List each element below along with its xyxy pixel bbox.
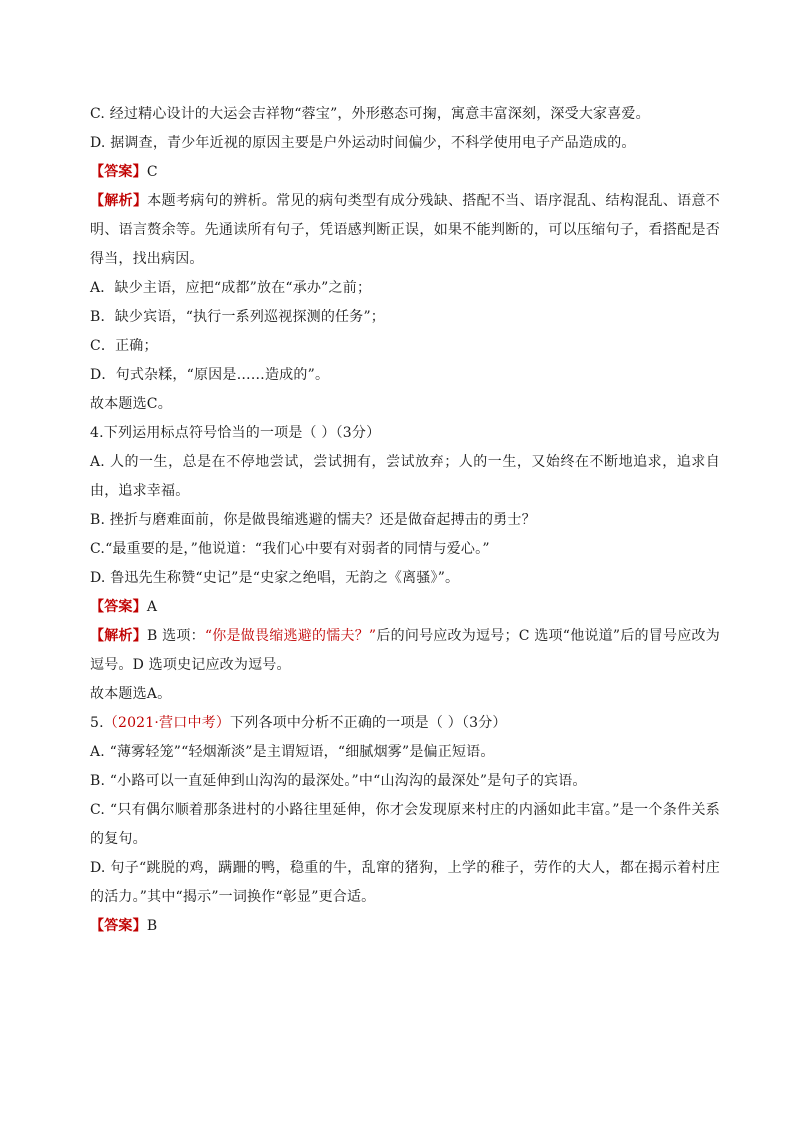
q5-source: （2021·营口中考）: [103, 715, 231, 731]
q5-option-c: C. “只有偶尔顺着那条进村的小路往里延伸，你才会发现原来村庄的内涵如此丰富。”是一个条件关系的复句。: [90, 802, 720, 847]
q4-conclusion: 故本题选A。: [90, 686, 172, 702]
q3-analysis-a: A．缺少主语，应把“成都”放在“承办”之前；: [90, 280, 372, 296]
answer-tag: 【答案】: [90, 599, 147, 615]
q3-option-c: C. 经过精心设计的大运会吉祥物“蓉宝”，外形憨态可掬，寓意丰富深刻，深受大家喜爱。: [90, 106, 650, 122]
analysis-tag: 【解析】: [90, 193, 148, 209]
q3-conclusion: 故本题选C。: [90, 396, 172, 412]
q4-option-c: C.“最重要的是，”他说道：“我们心中要有对弱者的同情与爱心。”: [90, 541, 490, 557]
q5-stem: 下列各项中分析不正确的一项是（ ）（3分）: [230, 715, 507, 731]
answer-value: C: [146, 164, 158, 180]
analysis-quote: “你是做畏缩逃避的懦夫？”: [204, 628, 377, 644]
q3-analysis-b: B．缺少宾语，“执行一系列巡视探测的任务”；: [90, 309, 386, 325]
q3-analysis: [90, 187, 720, 274]
q5-option-d: D. 句子“跳脱的鸡，蹒跚的鸭，稳重的牛，乱窜的猪狗，上学的稚子，劳作的大人，都在揭示着村庄的活力。”其中“揭示”一词换作“彰显”更合适。: [90, 860, 720, 905]
answer-value: B: [146, 918, 158, 934]
q4-analysis: [90, 622, 720, 680]
answer-tag: 【答案】: [90, 918, 147, 934]
q5-stem-line: [90, 709, 720, 738]
analysis-tag: 【解析】: [90, 628, 147, 644]
q5-option-b: B. “小路可以一直延伸到山沟沟的最深处。”中“山沟沟的最深处”是句子的宾语。: [90, 773, 587, 789]
analysis-text: 本题考病句的辨析。常见的病句类型有成分残缺、搭配不当、语序混乱、结构混乱、语意不明、语言赘余等。先通读所有句子，凭语感判断正误，如果不能判断的，可以压缩句子，看搭配是否得当，找出病因。: [90, 193, 720, 267]
document-content: [90, 100, 720, 941]
q3-analysis-d: D．句式杂糅，“原因是……造成的”。: [90, 367, 330, 383]
q5-answer: [90, 912, 720, 941]
analysis-rest: 后的问号应改为逗号；C 选项“他说道”后的冒号应改为逗号。D 选项史记应改为逗号。: [90, 628, 720, 673]
q3-option-d: D. 据调查，青少年近视的原因主要是户外运动时间偏少，不科学使用电子产品造成的。: [90, 135, 636, 151]
answer-tag: 【答案】: [90, 164, 147, 180]
q3-analysis-c: C．正确；: [90, 338, 158, 354]
analysis-lead: B 选项：: [146, 628, 205, 644]
answer-value: A: [146, 599, 158, 615]
q3-answer: [90, 158, 720, 187]
q4-option-b: B. 挫折与磨难面前，你是做畏缩逃避的懦夫？还是做奋起搏击的勇士？: [90, 512, 536, 528]
q4-option-a: A. 人的一生，总是在不停地尝试，尝试拥有，尝试放弃；人的一生，又始终在不断地追求，追求自由，追求幸福。: [90, 454, 720, 499]
q4-option-d: D. 鲁迅先生称赞“史记”是“史家之绝唱，无韵之《离骚》”。: [90, 570, 460, 586]
q5-option-a: A. “薄雾轻笼”“轻烟渐淡”是主谓短语，“细腻烟雾”是偏正短语。: [90, 744, 495, 760]
q4-stem: 4.下列运用标点符号恰当的一项是（ ）（3分）: [90, 425, 381, 441]
q5-number: 5.: [90, 715, 104, 731]
q4-answer: [90, 593, 720, 622]
